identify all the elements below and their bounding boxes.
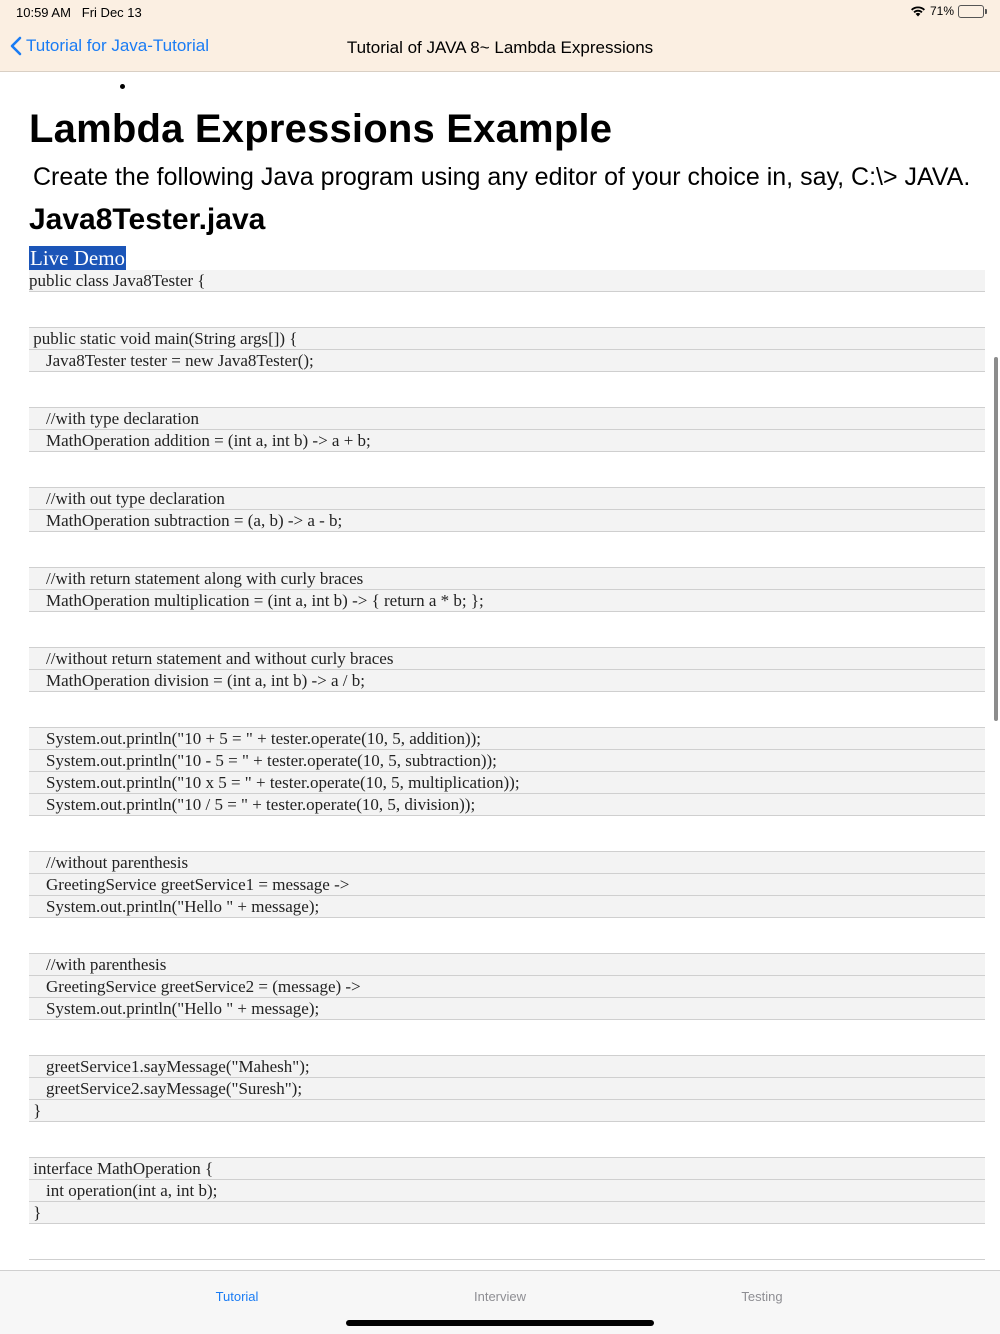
code-line: MathOperation multiplication = (int a, int b) -> { return a * b; }; (29, 590, 985, 612)
code-line: GreetingService greetService2 = (message) -> (29, 976, 985, 998)
code-line: greetService1.sayMessage("Mahesh"); (29, 1056, 985, 1078)
code-line: greetService2.sayMessage("Suresh"); (29, 1078, 985, 1100)
code-line: public static void main(String args[]) { (29, 328, 985, 350)
code-line: } (29, 1202, 985, 1224)
code-line: System.out.println("10 - 5 = " + tester.operate(10, 5, subtraction)); (29, 750, 985, 772)
code-blank-line (29, 1122, 985, 1158)
code-line: System.out.println("10 / 5 = " + tester.operate(10, 5, division)); (29, 794, 985, 816)
code-line: MathOperation addition = (int a, int b) -> a + b; (29, 430, 985, 452)
code-line: System.out.println("10 + 5 = " + tester.operate(10, 5, addition)); (29, 728, 985, 750)
intro-text: Create the following Java program using any editor of your choice in, say, C:\> JAVA. (33, 163, 971, 191)
code-line: //with out type declaration (29, 488, 985, 510)
code-blank-line (29, 372, 985, 408)
status-date-text: Fri Dec 13 (81, 5, 142, 20)
article-content[interactable] (0, 73, 1000, 1269)
status-right (910, 4, 984, 18)
file-heading: Java8Tester.java (29, 203, 266, 236)
top-bar (0, 0, 1000, 72)
code-line: System.out.println("10 x 5 = " + tester.operate(10, 5, multiplication)); (29, 772, 985, 794)
code-line: System.out.println("Hello " + message); (29, 896, 985, 918)
code-line: MathOperation subtraction = (a, b) -> a - b; (29, 510, 985, 532)
code-line: //with type declaration (29, 408, 985, 430)
chevron-left-icon (10, 36, 22, 56)
code-line: //with return statement along with curly braces (29, 568, 985, 590)
code-blank-line (29, 452, 985, 488)
bullet-dot (120, 84, 125, 89)
code-line: public class Java8Tester { (29, 270, 985, 292)
code-line: int operation(int a, int b); (29, 1180, 985, 1202)
code-line: } (29, 1100, 985, 1122)
code-line: System.out.println("Hello " + message); (29, 998, 985, 1020)
code-line: //without return statement and without curly braces (29, 648, 985, 670)
code-blank-line (29, 816, 985, 852)
back-button[interactable] (10, 36, 209, 56)
wifi-icon (910, 5, 926, 17)
code-block (29, 270, 985, 1260)
battery-percent: 71% (929, 4, 954, 18)
code-blank-line (29, 1224, 985, 1260)
code-line: Java8Tester tester = new Java8Tester(); (29, 350, 985, 372)
code-blank-line (29, 918, 985, 954)
code-line: GreetingService greetService1 = message -> (29, 874, 985, 896)
code-line: //with parenthesis (29, 954, 985, 976)
tab-tutorial[interactable]: Tutorial (215, 1289, 259, 1304)
page-heading: Lambda Expressions Example (29, 107, 613, 151)
code-line: //without parenthesis (29, 852, 985, 874)
code-blank-line (29, 532, 985, 568)
status-time-text: 10:59 AM (16, 5, 71, 20)
code-blank-line (29, 692, 985, 728)
live-demo-link[interactable]: Live Demo (30, 246, 126, 270)
status-time (16, 5, 142, 20)
code-line: interface MathOperation { (29, 1158, 985, 1180)
code-blank-line (29, 1020, 985, 1056)
tab-interview[interactable]: Interview (473, 1289, 527, 1304)
home-indicator[interactable] (346, 1320, 654, 1326)
code-line: MathOperation division = (int a, int b) -> a / b; (29, 670, 985, 692)
code-blank-line (29, 612, 985, 648)
tab-testing[interactable]: Testing (741, 1289, 783, 1304)
nav-title: Tutorial of JAVA 8~ Lambda Expressions (346, 38, 654, 57)
back-button-label[interactable]: Tutorial for Java-Tutorial (26, 36, 209, 55)
scroll-indicator[interactable] (994, 357, 998, 721)
battery-icon (958, 5, 984, 18)
code-blank-line (29, 292, 985, 328)
